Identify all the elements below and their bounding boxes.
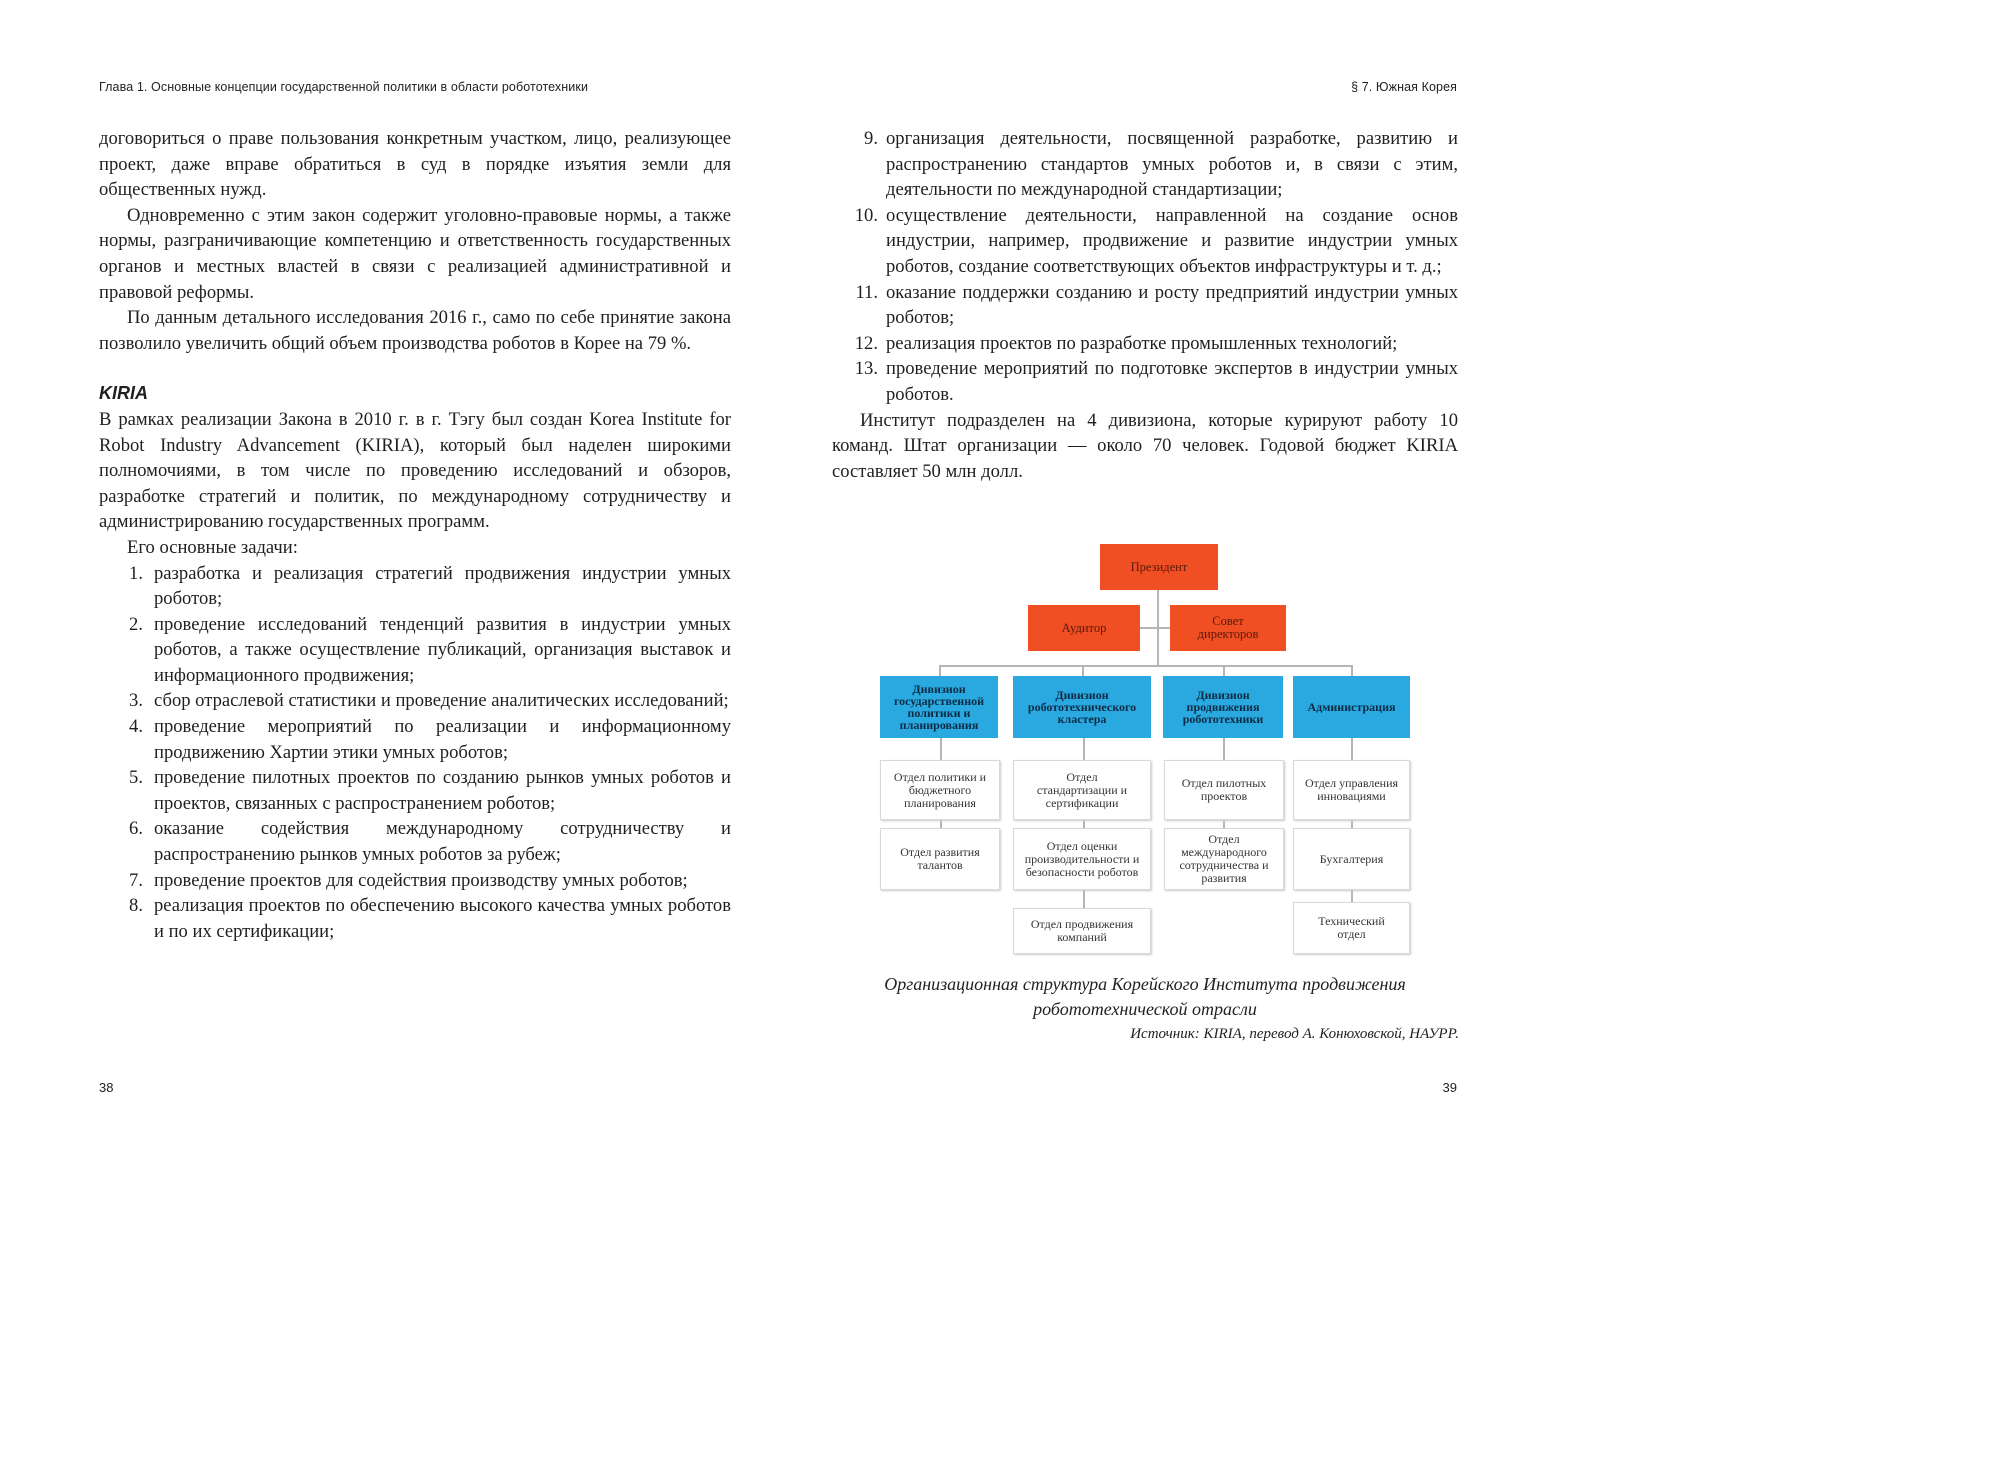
list-item xyxy=(99,612,731,689)
list-item xyxy=(99,765,731,816)
item-text: проведение мероприятий по подготовке экспертов в индустрии умных роботов. xyxy=(886,358,1458,405)
item-text: проведение мероприятий по реализации и информационному продвижению Хартии этики умных роботов; xyxy=(154,716,731,763)
department-box: Отдел пилотных проектов xyxy=(1164,760,1284,820)
item-number: 3. xyxy=(129,690,143,712)
department-box: Отдел развития талантов xyxy=(880,828,1000,890)
task-list xyxy=(99,561,731,945)
paragraph: Одновременно с этим закон содержит уголовно-правовые нормы, а также нормы, разграничивающие компетенцию и ответственность государственных органов и местных властей в связи с реализацией административной и правовой реформы. xyxy=(99,204,731,303)
paragraph: договориться о праве пользования конкретным участком, лицо, реализующее проект, даже вправе обратиться в суд в порядке изъятия земли для общественных нужд. xyxy=(99,128,731,201)
item-text: организация деятельности, посвященной разработке, развитию и распространению стандартов умных роботов и, в связи с этим, деятельности по международной стандартизации; xyxy=(886,128,1458,201)
paragraph: По данным детального исследования 2016 г., само по себе принятие закона позволило увеличить общий объем производства роботов в Корее на 79 %. xyxy=(99,307,731,354)
connector-line xyxy=(939,665,1351,667)
division-box: Дивизион государственной политики и планирования xyxy=(880,676,998,738)
item-text: проведение исследований тенденций развития в индустрии умных роботов, а также осуществление публикаций, организация выставок и информационного продвижения; xyxy=(154,613,731,686)
list-item xyxy=(99,893,731,944)
paragraph: В рамках реализации Закона в 2010 г. в г. Тэгу был создан Korea Institute for Robot Industry Advancement (KIRIA), который был наделен широкими полномочиями, в том числе по проведению исследований и обзоров, разработке стратегий и политик, по международному сотрудничеству и администрированию государственных программ. xyxy=(99,408,731,533)
list-item xyxy=(832,280,1458,331)
department-box: Отдел оценки производительности и безопасности роботов xyxy=(1013,828,1151,890)
item-text: оказание поддержки созданию и росту предприятий индустрии умных роботов; xyxy=(886,281,1458,329)
item-number: 13. xyxy=(854,358,878,380)
item-number: 7. xyxy=(129,869,143,891)
item-number: 9. xyxy=(864,128,878,149)
item-text: проведение пилотных проектов по созданию рынков умных роботов и проектов, связанных с распространением роботов; xyxy=(154,767,731,814)
item-text: реализация проектов по разработке промышленных технологий; xyxy=(886,332,1398,354)
org-chart xyxy=(876,540,1412,960)
item-number: 2. xyxy=(129,613,143,635)
division-box: Дивизион робототехнического кластера xyxy=(1013,676,1151,738)
figure-source: Источник: KIRIA, перевод А. Конюховской, НАУРР. xyxy=(1130,1026,1459,1042)
president-box: Президент xyxy=(1100,544,1218,590)
list-item xyxy=(99,714,731,765)
running-header-left: Глава 1. Основные концепции государственной политики в области робототехники xyxy=(99,80,589,94)
item-text: проведение проектов для содействия производству умных роботов; xyxy=(154,869,688,891)
department-box: Отдел управления инновациями xyxy=(1293,760,1410,820)
paragraph: Институт подразделен на 4 дивизиона, которые курируют работу 10 команд. Штат организации — около 70 человек. Годовой бюджет KIRIA составляет 50 млн долл. xyxy=(832,409,1458,482)
board-box: Совет директоров xyxy=(1170,605,1286,651)
department-box: Бухгалтерия xyxy=(1293,828,1410,890)
auditor-box: Аудитор xyxy=(1028,605,1140,651)
list-item xyxy=(99,868,731,894)
department-box: Технический отдел xyxy=(1293,902,1410,954)
item-number: 12. xyxy=(854,332,878,354)
department-box: Отдел международного сотрудничества и развития xyxy=(1164,828,1284,890)
division-box: Дивизион продвижения робототехники xyxy=(1163,676,1283,738)
list-item xyxy=(99,816,731,867)
department-box: Отдел продвижения компаний xyxy=(1013,908,1151,954)
task-list-continued xyxy=(832,126,1458,408)
item-text: разработка и реализация стратегий продвижения индустрии умных роботов; xyxy=(154,562,731,610)
list-item xyxy=(832,126,1458,203)
item-number: 4. xyxy=(129,716,143,738)
item-text: оказание содействия международному сотрудничеству и распространению рынков умных роботов за рубеж; xyxy=(154,818,731,866)
item-text: сбор отраслевой статистики и проведение аналитических исследований; xyxy=(154,690,729,712)
item-number: 1. xyxy=(129,562,143,584)
figure-caption: Организационная структура Корейского Института продвижения робототехнической отрасли xyxy=(884,974,1406,1019)
list-item xyxy=(832,203,1458,280)
list-item xyxy=(99,688,731,714)
division-box: Администрация xyxy=(1293,676,1410,738)
item-number: 10. xyxy=(854,204,878,226)
item-number: 8. xyxy=(129,895,143,917)
list-item xyxy=(832,331,1458,357)
department-box: Отдел стандартизации и сертификации xyxy=(1013,760,1151,820)
page-number-left: 38 xyxy=(99,1080,114,1095)
department-box: Отдел политики и бюджетного планирования xyxy=(880,760,1000,820)
page-number-right: 39 xyxy=(1442,1080,1457,1095)
right-page xyxy=(832,126,1458,484)
left-page xyxy=(99,126,731,944)
item-number: 6. xyxy=(129,818,143,840)
section-heading: KIRIA xyxy=(99,383,148,404)
item-number: 11. xyxy=(855,281,878,303)
running-header-right: § 7. Южная Корея xyxy=(1351,80,1457,94)
item-text: реализация проектов по обеспечению высокого качества умных роботов и по их сертификации; xyxy=(154,895,731,942)
tasks-intro: Его основные задачи: xyxy=(127,536,298,558)
item-number: 5. xyxy=(129,767,143,789)
list-item xyxy=(99,561,731,612)
item-text: осуществление деятельности, направленной на создание основ индустрии, например, продвижение и развитие индустрии умных роботов, создание соответствующих объектов инфраструктуры и т. д.; xyxy=(886,204,1458,277)
list-item xyxy=(832,356,1458,407)
